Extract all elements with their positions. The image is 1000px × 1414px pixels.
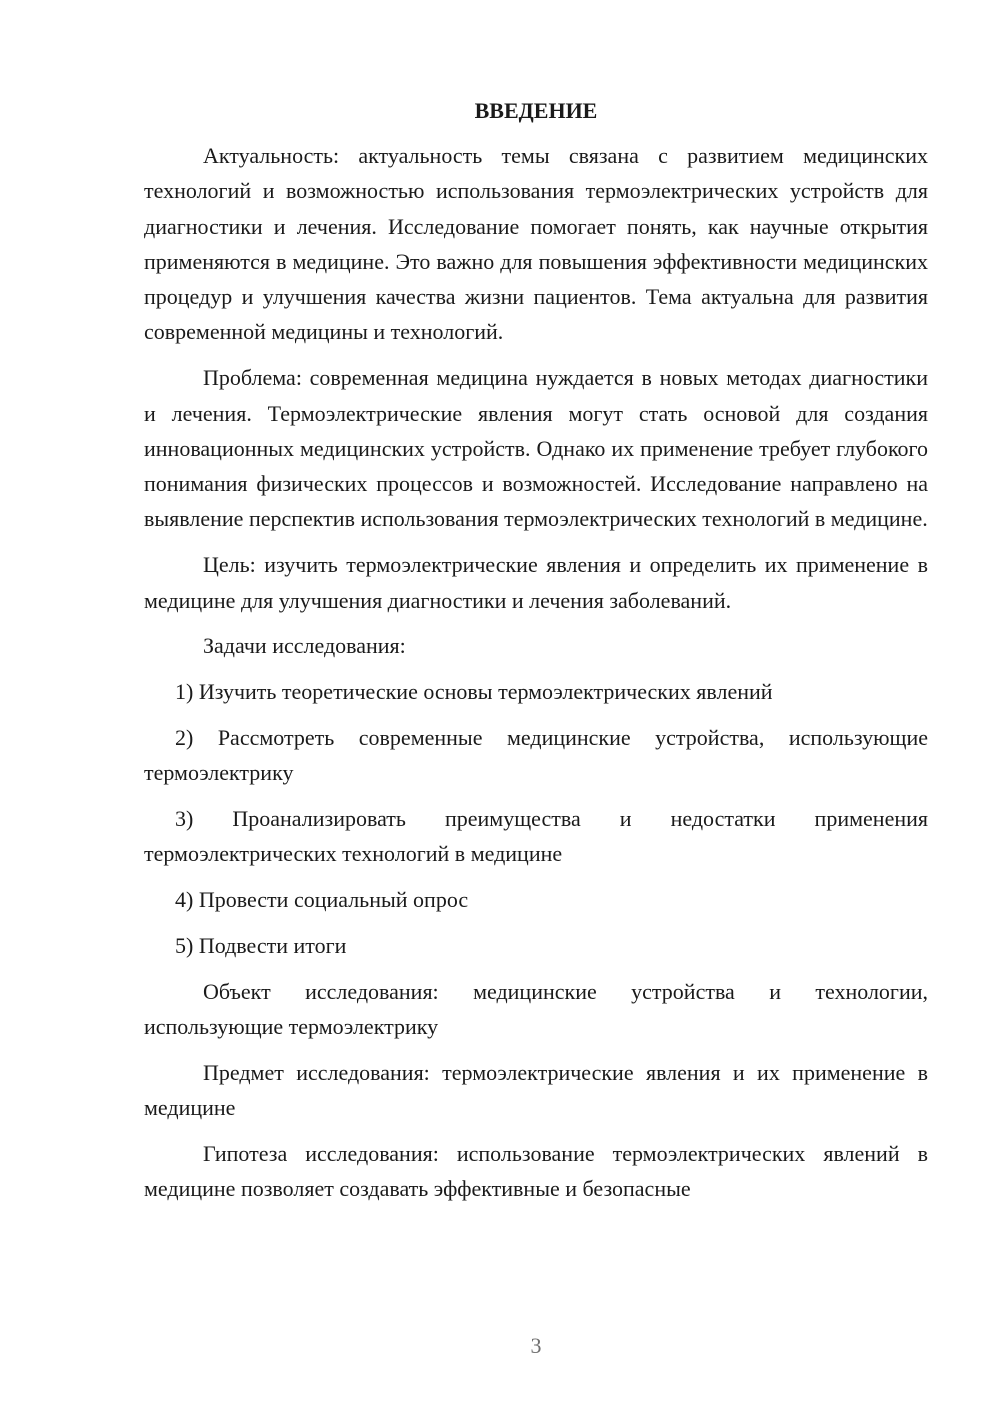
list-item: 2) Рассмотреть современные медицинские устройства, использующие термоэлектрику <box>144 724 928 786</box>
tasks-list <box>144 674 928 963</box>
paragraph-relevance: Актуальность: актуальность темы связана с развитием медицинских технологий и возможностью использования термоэлектрических устройств для диагностики и лечения. Исследование помогает понять, как научные открытия применяются в медицине. Это важно для повышения эффективности медицинских процедур и улучшения качества жизни пациентов. Тема актуальна для развития современной медицины и технологий. <box>144 143 928 345</box>
paragraph-hypothesis: Гипотеза исследования: использование термоэлектрических явлений в медицине позволяет создавать эффективные и безопасные <box>144 1140 928 1202</box>
paragraph-subject: Предмет исследования: термоэлектрические явления и их применение в медицине <box>144 1059 928 1121</box>
tasks-heading: Задачи исследования: <box>203 633 406 659</box>
paragraph-object: Объект исследования: медицинские устройства и технологии, использующие термоэлектрику <box>144 978 928 1040</box>
section-heading: ВВЕДЕНИЕ <box>474 98 598 123</box>
paragraph-goal: Цель: изучить термоэлектрические явления и определить их применение в медицине для улучшения диагностики и лечения заболеваний. <box>144 552 928 613</box>
list-item: 3) Проанализировать преимущества и недостатки применения термоэлектрических технологий в медицине <box>144 806 928 867</box>
list-item: 4) Провести социальный опрос <box>175 887 469 913</box>
page-number: 3 <box>530 1333 542 1358</box>
paragraph-problem: Проблема: современная медицина нуждается в новых методах диагностики и лечения. Термоэлектрические явления могут стать основой для создания инновационных медицинских устройств. Однако их применение требует глубокого понимания физических процессов и возможностей. Исследование направлено на выявление перспектив использования термоэлектрических технологий в медицине. <box>144 365 928 532</box>
list-item: 5) Подвести итоги <box>175 932 347 958</box>
list-item: 1) Изучить теоретические основы термоэлектрических явлений <box>175 679 773 705</box>
document-page <box>144 93 928 1217</box>
